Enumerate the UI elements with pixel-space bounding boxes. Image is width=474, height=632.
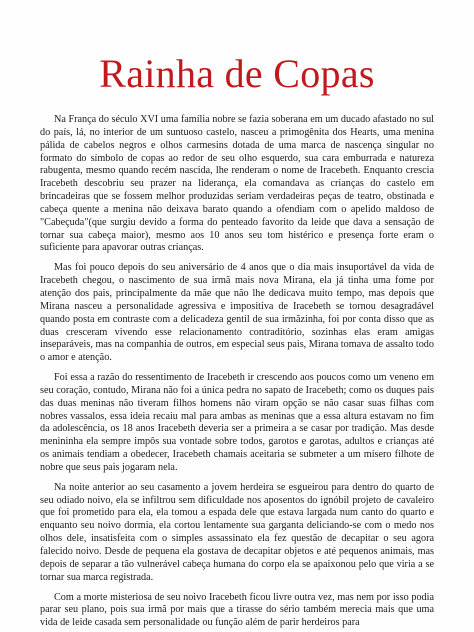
paragraph: Na França do século XVI uma família nobre se fazia soberana em um ducado afastado no sul do país, lá, no interior de um suntuoso castelo, nasceu a primogênita dos Hearts, uma menina pálida de cabelos negros e olhos carmesins dotada de uma marca de nascença singular no formato do símbolo de copas ao redor de seu olho esquerdo, sua cara emburrada e natureza rabugenta, mesmo quando recém nascida, lhe renderam o nome de Iracebeth. Enquanto crescia Iracebeth descobriu seu prazer na liderança, ela comandava as crianças do castelo em brincadeiras que se fossem melhor produzidas seriam verdadeiras peças de teatro, obstinada e cabeça quente a menina não deixava barato quando a ofendiam com o apelido maldoso de "Cabeçuda"(que surgiu devido a forma do penteado favorito da leide que dava a sensação de tornar sua cabeça maior), mesmo aos 10 anos seu tom histérico e presença forte eram o suficiente para apavorar outras crianças. bbox=[40, 114, 434, 254]
document-title: Rainha de Copas bbox=[99, 51, 375, 96]
paragraph: Na noite anterior ao seu casamento a jovem herdeira se esgueirou para dentro do quarto de seu odiado noivo, ela se infiltrou sem dificuldade nos aposentos do ignóbil projeto de cavaleiro que foi prometido para ela, ela tomou a espada dele que estava largada num canto do quarto e enquanto seu noivo dormia, ela cortou lentamente sua garganta deliciando-se com o medo nos olhos dele, insatisfeita com o simples assassinato ela fez questão de decapitar o seu agora falecido noivo. Desde de pequena ela gostava de decapitar objetos e até pequenos animais, mas depois de separar a tão vulnerável cabeça humana do corpo ela se apaixonou pelo que viria a se tornar sua marca registrada. bbox=[40, 481, 434, 583]
paragraph: Mas foi pouco depois do seu aniversário de 4 anos que o dia mais insuportável da vida de Iracebeth chegou, o nascimento de sua irmã mais nova Mirana, ela já tinha uma fome por atenção dos pais, principalmente da mãe que não lhe dedicava muito tempo, mas depois que Mirana nasceu a personalidade agressiva e impositiva de Iracebeth se tornou desagradável quando posta em contraste com a delicadeza gentil de sua irmãzinha, foi por conta disso que as duas cresceram vivendo esse relacionamento contraditório, sozinhas elas eram amigas inseparáveis, mas na companhia de outros, em especial seus pais, Mirana tomava de assalto todo o amor e atenção. bbox=[40, 262, 434, 364]
paragraph: Foi essa a razão do ressentimento de Iracebeth ir crescendo aos poucos como um veneno em seu coração, contudo, Mirana não foi a única pedra no sapato de Iracebeth; como os duques pais das duas meninas não tiveram filhos homens não viram opção se não casar suas filhas com nobres vassalos, essa ideia recaiu mal para ambas as meninas que a essa altura estavam no fim da adolescência, os 18 anos Iracebeth deveria ser a primeira a se casar por tradição. Mas desde menininha ela sempre impôs sua vontade sobre todos, garotos e garotas, adultos e crianças até os animais tendiam a obedecer, Iracebeth chamais aceitaria se submeter a um mísero filhote de nobre que seus pais jogaram nela. bbox=[40, 372, 434, 473]
document-body bbox=[40, 114, 434, 630]
paragraph: Com a morte misteriosa de seu noivo Iracebeth ficou livre outra vez, mas nem por isso podia parar seu plano, pois sua irmã por mais que a tirasse do sério também merecia mais que uma vida de leide casada sem personalidade ou função além de parir herdeiros para bbox=[40, 591, 434, 629]
